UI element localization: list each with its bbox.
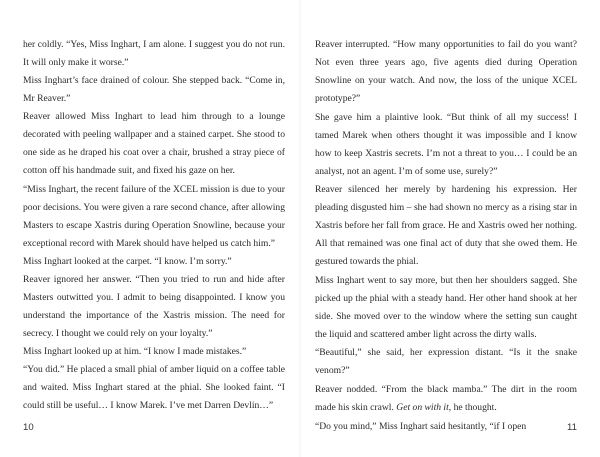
paragraph: Miss Inghart looked up at him. “I know I made mistakes.” [23, 346, 247, 358]
page-number: 10 [23, 422, 34, 433]
paragraph: Reaver allowed Miss Inghart to lead him through to a lounge decorated with peeling wallpaper and a stained carpet. She stood to one side as he draped his coat over a chair, brushed a stray piece of cotton off his handmade suit, and fixed his gaze on her. [23, 111, 285, 177]
paragraph-text: Reaver nodded. “From the black mamba.” The dirt in the room made his skin crawl. [315, 383, 577, 413]
left-page [23, 0, 285, 457]
paragraph: “Miss Inghart, the recent failure of the XCEL mission is due to your poor decisions. You were given a rare second chance, after allowing Masters to escape Xastris during Operation Snowline, because your exceptional record with Marek should have helped us catch him.” [23, 183, 285, 249]
left-page-text [23, 36, 285, 415]
paragraph: “Beautiful,” she said, her expression distant. “Is it the snake venom?” [315, 347, 577, 377]
paragraph: Miss Inghart looked at the carpet. “I know. I’m sorry.” [23, 255, 232, 267]
paragraph [315, 381, 577, 417]
paragraph: her coldly. “Yes, Miss Inghart, I am alone. I suggest you do not run. It will only make it worse.” [23, 39, 285, 68]
paragraph: Reaver ignored her answer. “Then you tried to run and hide after Masters outwitted you. I admit to being disappointed. I know you understand the importance of the Xastris mission. The need for secrecy. I thought we could rely on your loyalty.” [23, 273, 285, 339]
paragraph: She gave him a plaintive look. “But think of all my success! I tamed Marek when others thought it was impossible and I know how to keep Xastris secrets. I’m not a threat to you… I could be an analyst, not an agent. I’m of some use, surely?” [315, 111, 577, 177]
paragraph: “Do you mind,” Miss Inghart said hesitantly, “if I open [315, 420, 527, 432]
italic-thought: Get on with it, [396, 401, 452, 413]
paragraph: Miss Inghart went to say more, but then her shoulders sagged. She picked up the phial with a steady hand. Her other hand shook at her side. She moved over to the window where the setting sun caught the liquid and scattered amber light across the dirty walls. [315, 274, 577, 340]
paragraph: Miss Inghart’s face drained of colour. She stepped back. “Come in, Mr Reaver.” [23, 75, 285, 105]
right-page [315, 0, 577, 457]
paragraph: “You did.” He placed a small phial of amber liquid on a coffee table and waited. Miss Inghart stared at the phial. She looked faint. “I could still be useful… I know Marek. I’ve met Darren Devlin…” [23, 364, 285, 412]
page-number: 11 [567, 422, 577, 433]
paragraph: Reaver interrupted. “How many opportunities to fail do you want? Not even three years ago, five agents died during Operation Snowline on your watch. And now, the loss of the unique XCEL prototype?” [315, 39, 577, 104]
right-page-text [315, 36, 577, 436]
paragraph: Reaver silenced her merely by hardening his expression. Her pleading disgusted him – she had shown no mercy as a rising star in Xastris before her fall from grace. He and Xastris owed her nothing. All that remained was one final act of duty that she owed them. He gestured towards the phial. [315, 184, 577, 268]
gutter [299, 0, 301, 457]
paragraph-text: he thought. [451, 401, 497, 413]
